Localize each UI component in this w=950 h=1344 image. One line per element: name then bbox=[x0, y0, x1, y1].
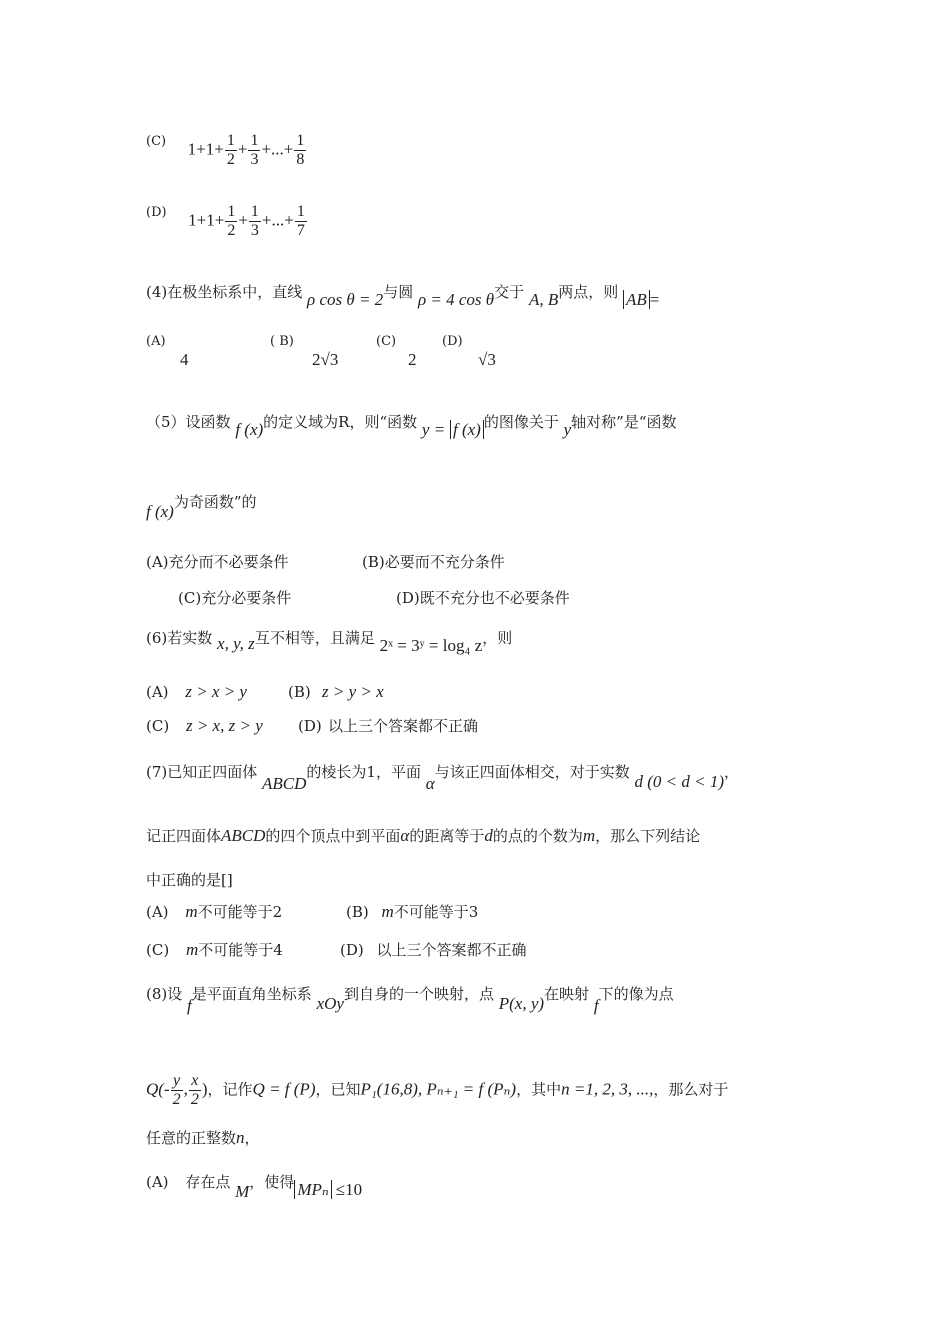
option-label: (D) bbox=[146, 205, 167, 220]
q3-option-c: (C) 1+1+ $\frac{1}{2}$ + $\frac{1}{3}$ +...+ $\frac{1}{8}$ bbox=[146, 132, 305, 168]
fraction: $\frac{1}{8}$ bbox=[296, 132, 305, 168]
q7-stem-cont: 记正四面体ABCD的四个顶点中到平面α的距离等于d的点的个数为m，那么下列结论 bbox=[146, 826, 701, 845]
q7-stem-end: 中正确的是[] bbox=[146, 871, 233, 889]
q4-stem: (4)在极坐标系中，直线 ρ cos θ = 2与圆 ρ = 4 cos θ交于 A, B两点，则 AB = bbox=[146, 283, 660, 309]
expr: 1+1+ bbox=[187, 139, 224, 159]
option-d: (D) 以上三个答案都不正确 bbox=[340, 941, 527, 959]
option-a-value: 4 bbox=[180, 350, 189, 369]
q6-option-row-1: (A) z > x > y (B) z > y > x bbox=[146, 682, 384, 701]
option-b: (B)必要而不充分条件 bbox=[362, 553, 505, 571]
option-d-value: √3 bbox=[478, 350, 496, 369]
q7-stem: (7)已知正四面体 ABCD的棱长为1，平面 α与该正四面体相交，对于实数 d (0 < d < 1)， bbox=[146, 763, 740, 793]
option-a-label: (A) bbox=[146, 334, 166, 349]
option-b: (B) m不可能等于3 bbox=[346, 902, 479, 921]
circle-equation: ρ = 4 cos θ bbox=[417, 290, 495, 309]
q5-option-row-2 bbox=[178, 588, 570, 608]
fraction: $\frac{1}{3}$ bbox=[250, 132, 259, 168]
option-c-value: 2 bbox=[408, 350, 417, 369]
option-c-label: (C) bbox=[376, 334, 397, 349]
option-b-label: ( B) bbox=[270, 334, 294, 349]
line-equation: ρ cos θ = 2 bbox=[307, 290, 384, 309]
fraction: $\frac{1}{3}$ bbox=[250, 203, 259, 239]
abs-ab: AB bbox=[623, 290, 650, 309]
q5-option-row-1 bbox=[146, 552, 505, 572]
q8-stem: (8)设 f是平面直角坐标系 xOy到自身的一个映射，点 P(x, y)在映射 f下的像为点 bbox=[146, 985, 674, 1015]
option-label: (C) bbox=[146, 134, 167, 149]
q5-stem-cont: f (x)为奇函数”的 bbox=[146, 493, 257, 521]
q8-stem-end: 任意的正整数n， bbox=[146, 1128, 260, 1147]
q7-option-row-2: (C) m不可能等于4 (D) 以上三个答案都不正确 bbox=[146, 940, 527, 959]
q6-option-row-2: (C) z > x, z > y (D) 以上三个答案都不正确 bbox=[146, 716, 479, 735]
option-a: (A)充分而不必要条件 bbox=[146, 553, 289, 571]
fraction: $\frac{y}{2}$ bbox=[172, 1072, 181, 1108]
q7-option-row-1: (A) m不可能等于2 (B) m不可能等于3 bbox=[146, 902, 479, 921]
q5-stem: （5）设函数 f (x)的定义域为R，则“函数 y = f (x) 的图像关于 y轴对称”是“函数 bbox=[146, 413, 677, 439]
q8-stem-cont: Q(- $\frac{y}{2}$ , $\frac{x}{2}$ )，记作Q = f (P)，已知P₁(16,8), Pₙ₊₁ = f (Pₙ)，其中n =1, 2, 3, ...,，那么对于 bbox=[146, 1072, 729, 1108]
fraction: $\frac{1}{7}$ bbox=[296, 203, 305, 239]
q8-option-a: (A) 存在点 M，使得 MPₙ ≤10 bbox=[146, 1173, 363, 1201]
equation: 2ˣ = 3ʸ = log₄ z bbox=[379, 636, 483, 655]
q3-option-d: (D) 1+1+ $\frac{1}{2}$ + $\frac{1}{3}$ +...+ $\frac{1}{7}$ bbox=[146, 203, 305, 239]
option-d-label: (D) bbox=[442, 334, 463, 349]
option-d: (D)既不充分也不必要条件 bbox=[396, 589, 570, 607]
q6-stem: (6)若实数 x, y, z互不相等，且满足 2ˣ = 3ʸ = log₄ z，则 bbox=[146, 629, 513, 655]
fraction: $\frac{1}{2}$ bbox=[227, 203, 236, 239]
option-b-value: 2√3 bbox=[312, 350, 339, 369]
fraction: $\frac{1}{2}$ bbox=[226, 132, 235, 168]
fraction: $\frac{x}{2}$ bbox=[190, 1072, 199, 1108]
option-c: (C)充分必要条件 bbox=[178, 589, 292, 607]
